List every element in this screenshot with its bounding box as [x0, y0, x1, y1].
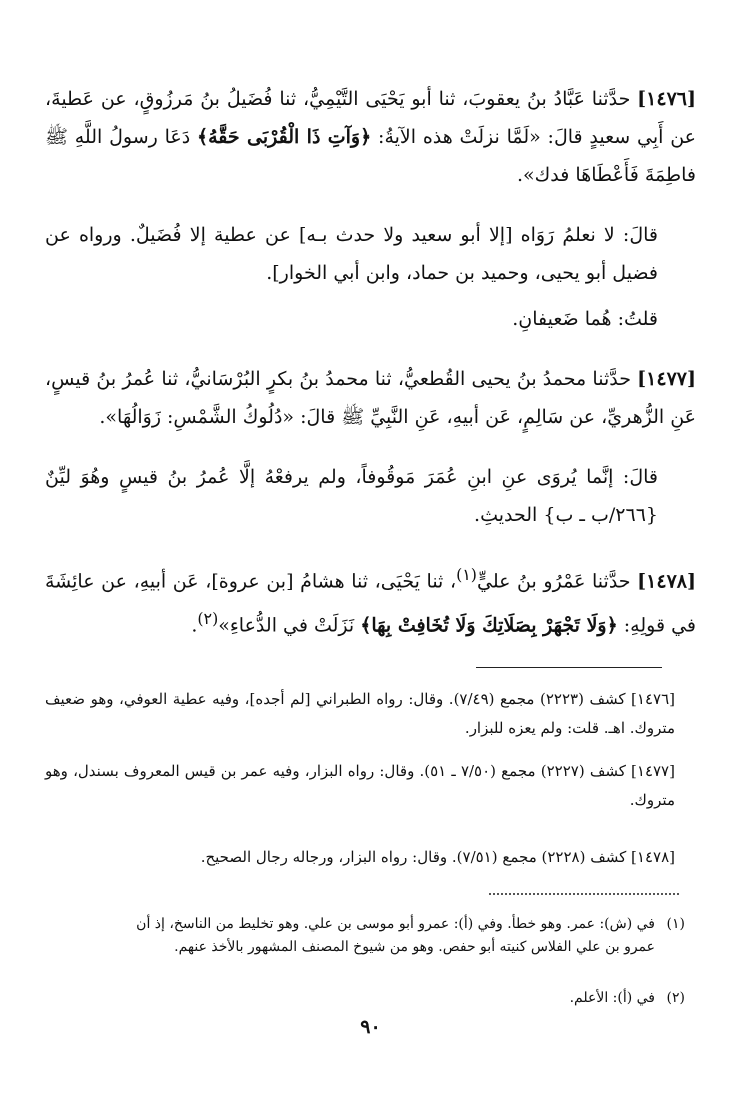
footnote-text: في (أ): الأعلم.	[569, 990, 655, 1006]
main-text	[45, 80, 696, 667]
quran-verse: ﴿وَآتِ ذَا الْقُرْبَى حَقَّهُ﴾	[196, 126, 372, 148]
hadith-number: [١٤٧٧]	[637, 368, 696, 390]
hadith-1476	[45, 80, 696, 194]
footnote-text: في (ش): عمر. وهو خطأ. وفي (أ): عمرو أبو موسى بن علي. وهو تخليط من الناسخ، إذ أن	[136, 916, 655, 932]
note-1478: [١٤٧٨] كشف (٢٢٢٨) مجمع (٧/٥١). وقال: رواه البزار، ورجاله رجال الصحيح.	[200, 848, 675, 866]
footnote-ref: (١)	[456, 565, 477, 584]
hadith-text: دَعَا رسولُ اللَّهِ ﷺ فاطِمَةَ فَأَعْطَاهَا فدك».	[45, 126, 696, 186]
notes-divider	[476, 667, 662, 668]
hadith-text: .	[191, 614, 198, 637]
comment-1476: قالَ: لا نعلمُ رَوَاه [إلا أبو سعيد ولا حدث بـه] عن عطية إلا فُضَيلٌ. ورواه عن فضيل أبو يحيى، وحميد بن حماد، وابن أبي الخوار].	[45, 224, 658, 284]
page-number: ٩٠	[360, 1016, 381, 1038]
footnote-ref: (٢)	[197, 609, 219, 629]
hadith-number: [١٤٧٦]	[637, 88, 696, 110]
footnote-text: عمرو بن علي الفلاس كنيته أبو حفص. وهو من شيوخ المصنف المشهور بالأخذ عنهم.	[174, 939, 655, 955]
note-1476: [١٤٧٦] كشف (٢٢٢٣) مجمع (٧/٤٩). وقال: رواه الطبراني [لم أجده]، وفيه عطية العوفي، وهو ضعيف متروك. اهـ. قلت: ولم يعزه للبزار.	[45, 690, 675, 737]
footnote-1	[45, 913, 685, 959]
hadith-text: حدَّثنا عَبَّادُ بنُ يعقوبَ، ثنا أبو يَحْيَى التَّيْمِيُّ، ثنا فُضَيلُ بنُ مَرزُوقٍ، عن عَطيةَ، عن أَبِي سعيدٍ قالَ: «لَمَّا نزلَتْ هذه الآيةُ:	[45, 88, 696, 148]
hadith-text: حدَّثنا محمدُ بنُ يحيى القُطعيُّ، ثنا محمدُ بنُ بكرٍ البُرْسَانيُّ، ثنا عُمرُ بنُ قيسٍ، عَنِ الزُّهريِّ، عن سَالِمٍ، عَن أبيهِ، عَنِ النَّبِيِّ ﷺ قالَ: «دُلُوكُ الشَّمْسِ: زَوَالُهَا».	[45, 368, 696, 428]
footnote-2	[45, 987, 685, 1010]
hadith-number: [١٤٧٨]	[637, 570, 696, 593]
hadith-text: ، ثنا يَحْيَى، ثنا هشامُ [بن عروة]، عَن أبيهِ، عن عائِشَةَ في قولِهِ:	[45, 570, 696, 637]
quran-verse: ﴿وَلَا تَجْهَرْ بِصَلَاتِكَ وَلَا تُخَافِتْ بِهَا﴾	[360, 614, 618, 637]
comment-1477: قالَ: إنَّما يُروَى عنِ ابنِ عُمَرَ مَوقُوفاً، ولم يرفعْهُ إلَّا عُمرُ بنُ قيسٍ وهُوَ ليِّنٌ {٢٦٦/ب ـ ب} الحديثِ.	[45, 466, 658, 526]
footnote-number: (١)	[666, 916, 685, 932]
hadith-1478	[45, 556, 696, 645]
hadith-text: نَزَلَتْ في الدُّعاءِ»	[218, 614, 361, 637]
hadith-text: حدَّثنا عَمْرُو بنُ عليٍّ	[476, 570, 638, 593]
hadith-1477	[45, 360, 696, 436]
footnotes-divider	[489, 893, 679, 895]
footnote-number: (٢)	[666, 990, 685, 1006]
note-1477: [١٤٧٧] كشف (٢٢٢٧) مجمع (٧/٥٠ ـ ٥١). وقال: رواه البزار، وفيه عمر بن قيس المعروف بسندل، وهو متروك.	[45, 762, 675, 809]
qultu-1476: قلتُ: هُما ضَعيفانِ.	[512, 308, 658, 330]
